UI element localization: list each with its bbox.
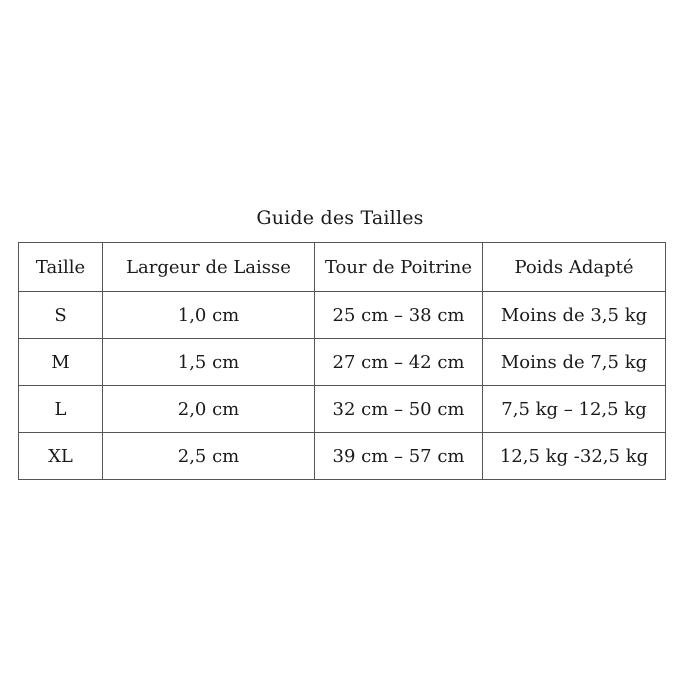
size-guide-table	[18, 242, 666, 480]
table-row	[19, 386, 666, 433]
cell-largeur: 1,5 cm	[103, 339, 315, 386]
header-tour-de-poitrine: Tour de Poitrine	[315, 243, 483, 292]
table-title: Guide des Tailles	[256, 207, 424, 229]
cell-poids: 12,5 kg -32,5 kg	[483, 433, 666, 480]
cell-poids: 7,5 kg – 12,5 kg	[483, 386, 666, 433]
table-row	[19, 292, 666, 339]
header-row	[19, 243, 666, 292]
cell-largeur: 2,5 cm	[103, 433, 315, 480]
cell-tour: 39 cm – 57 cm	[315, 433, 483, 480]
cell-largeur: 1,0 cm	[103, 292, 315, 339]
table-row	[19, 339, 666, 386]
cell-tour: 27 cm – 42 cm	[315, 339, 483, 386]
cell-taille: XL	[19, 433, 103, 480]
table-row	[19, 433, 666, 480]
header-poids-adapte: Poids Adapté	[483, 243, 666, 292]
cell-taille: S	[19, 292, 103, 339]
cell-taille: L	[19, 386, 103, 433]
header-taille: Taille	[19, 243, 103, 292]
header-largeur-de-laisse: Largeur de Laisse	[103, 243, 315, 292]
cell-tour: 32 cm – 50 cm	[315, 386, 483, 433]
cell-tour: 25 cm – 38 cm	[315, 292, 483, 339]
cell-largeur: 2,0 cm	[103, 386, 315, 433]
cell-poids: Moins de 7,5 kg	[483, 339, 666, 386]
cell-poids: Moins de 3,5 kg	[483, 292, 666, 339]
cell-taille: M	[19, 339, 103, 386]
